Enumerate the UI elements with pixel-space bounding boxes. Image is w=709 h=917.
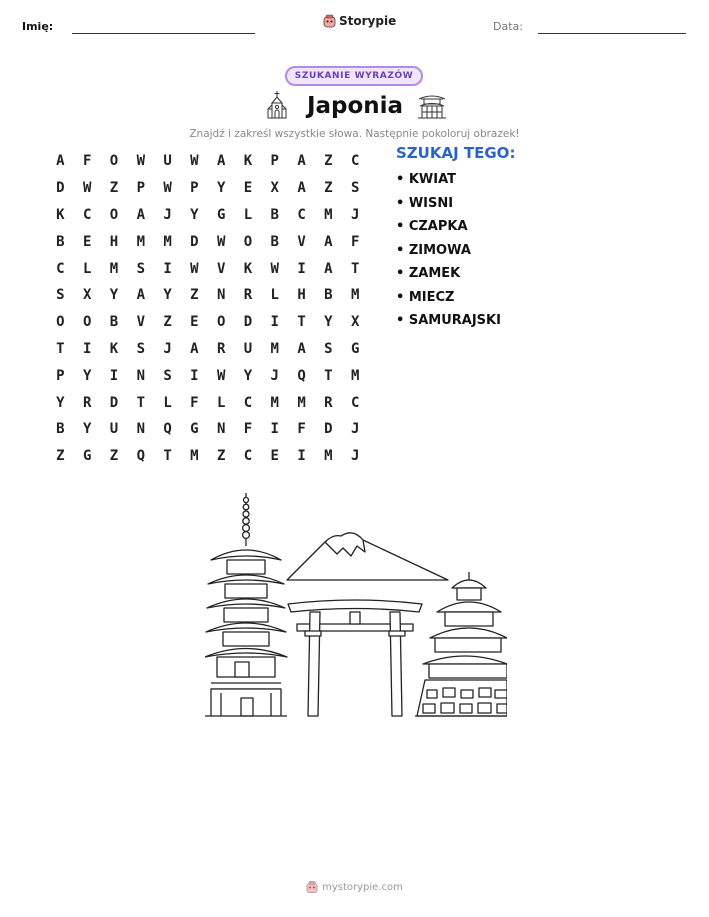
- grid-letter[interactable]: K: [56, 206, 65, 223]
- grid-letter[interactable]: C: [243, 394, 253, 411]
- grid-letter[interactable]: Z: [216, 448, 226, 465]
- grid-letter[interactable]: W: [190, 260, 199, 277]
- grid-letter[interactable]: E: [190, 314, 199, 331]
- grid-letter[interactable]: E: [82, 233, 92, 250]
- japan-landmarks-illustration: [205, 490, 507, 720]
- word-item: • WISNI: [396, 195, 454, 211]
- footer-url: mystorypie.com: [322, 881, 403, 893]
- grid-letter[interactable]: Z: [109, 180, 119, 197]
- grid-row: [47, 362, 369, 389]
- grid-letter[interactable]: B: [56, 233, 65, 250]
- grid-letter[interactable]: A: [136, 206, 145, 223]
- grid-letter[interactable]: U: [109, 421, 119, 438]
- grid-letter[interactable]: W: [82, 180, 92, 197]
- grid-letter[interactable]: C: [56, 260, 65, 277]
- grid-row: [47, 336, 369, 363]
- grid-letter[interactable]: A: [56, 153, 65, 170]
- grid-letter[interactable]: S: [136, 340, 145, 357]
- grid-letter[interactable]: N: [136, 421, 145, 438]
- grid-letter[interactable]: C: [297, 206, 306, 223]
- footer: [0, 880, 709, 894]
- grid-letter[interactable]: I: [109, 367, 119, 384]
- word-item: • SAMURAJSKI: [396, 313, 501, 328]
- word-item: • MIECZ: [396, 289, 455, 305]
- grid-letter[interactable]: S: [56, 287, 65, 304]
- brand-name: Storypie: [339, 14, 397, 28]
- grid-letter[interactable]: J: [350, 206, 360, 223]
- grid-letter[interactable]: M: [350, 287, 360, 304]
- grid-row: [47, 202, 369, 229]
- grid-letter[interactable]: I: [190, 367, 199, 384]
- grid-letter[interactable]: I: [270, 421, 279, 438]
- grid-letter[interactable]: O: [216, 314, 226, 331]
- grid-letter[interactable]: M: [163, 233, 172, 250]
- grid-letter[interactable]: N: [136, 367, 145, 384]
- grid-letter[interactable]: S: [163, 367, 172, 384]
- grid-letter[interactable]: S: [324, 340, 333, 357]
- grid-letter[interactable]: P: [56, 367, 65, 384]
- instructions: Znajdź i zakreśl wszystkie słowa. Następnie pokoloruj obrazek!: [189, 128, 520, 140]
- grid-letter[interactable]: O: [82, 314, 92, 331]
- grid-letter[interactable]: T: [163, 448, 172, 465]
- grid-letter[interactable]: A: [324, 233, 333, 250]
- grid-letter[interactable]: M: [109, 260, 119, 277]
- grid-letter[interactable]: P: [190, 180, 199, 197]
- grid-letter[interactable]: C: [82, 206, 92, 223]
- grid-letter[interactable]: D: [243, 314, 253, 331]
- grid-letter[interactable]: F: [243, 421, 253, 438]
- grid-letter[interactable]: J: [350, 421, 360, 438]
- grid-letter[interactable]: W: [216, 233, 226, 250]
- grid-letter[interactable]: U: [243, 340, 253, 357]
- grid-letter[interactable]: R: [216, 340, 226, 357]
- grid-letter[interactable]: M: [136, 233, 145, 250]
- storypie-mascot-icon: [306, 880, 318, 894]
- grid-row: [47, 389, 369, 416]
- grid-letter[interactable]: K: [243, 260, 253, 277]
- grid-letter[interactable]: H: [297, 287, 306, 304]
- grid-letter[interactable]: W: [136, 153, 145, 170]
- grid-row: [47, 148, 369, 175]
- grid-letter[interactable]: Y: [243, 367, 253, 384]
- grid-letter[interactable]: T: [297, 314, 306, 331]
- grid-letter[interactable]: J: [350, 448, 360, 465]
- word-item: • KWIAT: [396, 172, 457, 187]
- grid-letter[interactable]: Y: [324, 314, 333, 331]
- grid-letter[interactable]: Y: [109, 287, 119, 304]
- torii-gate-drawing: [288, 600, 422, 716]
- grid-letter[interactable]: F: [297, 421, 306, 438]
- storypie-mascot-icon: [323, 14, 336, 28]
- grid-letter[interactable]: T: [136, 394, 145, 411]
- grid-letter[interactable]: A: [297, 340, 306, 357]
- grid-letter[interactable]: X: [270, 180, 279, 197]
- grid-letter[interactable]: Z: [56, 448, 65, 465]
- grid-letter[interactable]: V: [216, 260, 226, 277]
- grid-row: [47, 309, 369, 336]
- grid-letter[interactable]: B: [324, 287, 333, 304]
- grid-letter[interactable]: S: [350, 180, 360, 197]
- grid-letter[interactable]: Q: [297, 367, 306, 384]
- grid-letter[interactable]: P: [270, 153, 279, 170]
- grid-letter[interactable]: R: [82, 394, 92, 411]
- grid-letter[interactable]: B: [270, 233, 279, 250]
- mount-fuji-drawing: [287, 533, 448, 580]
- grid-letter[interactable]: Q: [136, 448, 145, 465]
- grid-letter[interactable]: M: [270, 394, 279, 411]
- grid-letter[interactable]: X: [350, 314, 360, 331]
- grid-letter[interactable]: I: [297, 260, 306, 277]
- grid-letter[interactable]: J: [270, 367, 279, 384]
- grid-letter[interactable]: Z: [109, 448, 119, 465]
- church-icon: [266, 90, 288, 120]
- date-line[interactable]: [538, 33, 686, 34]
- grid-row: [47, 282, 369, 309]
- castle-drawing: [415, 572, 507, 716]
- grid-letter[interactable]: J: [163, 206, 172, 223]
- date-label: Data:: [493, 20, 523, 33]
- grid-letter[interactable]: Z: [324, 153, 333, 170]
- grid-letter[interactable]: Y: [216, 180, 226, 197]
- grid-letter[interactable]: M: [324, 206, 333, 223]
- grid-letter[interactable]: D: [324, 421, 333, 438]
- grid-letter[interactable]: F: [350, 233, 360, 250]
- grid-letter[interactable]: A: [297, 153, 306, 170]
- pagoda-drawing: [205, 493, 287, 716]
- grid-letter[interactable]: B: [270, 206, 279, 223]
- grid-letter[interactable]: G: [350, 340, 360, 357]
- grid-letter[interactable]: N: [216, 287, 226, 304]
- grid-row: [47, 443, 369, 470]
- grid-letter[interactable]: Z: [324, 180, 333, 197]
- grid-letter[interactable]: B: [56, 421, 65, 438]
- grid-letter[interactable]: I: [82, 340, 92, 357]
- grid-letter[interactable]: J: [163, 340, 172, 357]
- grid-letter[interactable]: T: [56, 340, 65, 357]
- storypie-logo: [323, 14, 396, 28]
- grid-letter[interactable]: T: [350, 260, 360, 277]
- grid-letter[interactable]: L: [82, 260, 92, 277]
- grid-letter[interactable]: M: [190, 448, 199, 465]
- word-search-grid: [47, 148, 369, 470]
- grid-letter[interactable]: A: [216, 153, 226, 170]
- grid-letter[interactable]: K: [243, 153, 253, 170]
- grid-letter[interactable]: Z: [163, 314, 172, 331]
- grid-letter[interactable]: A: [190, 340, 199, 357]
- grid-letter[interactable]: W: [270, 260, 279, 277]
- grid-letter[interactable]: W: [216, 367, 226, 384]
- grid-letter[interactable]: V: [136, 314, 145, 331]
- grid-letter[interactable]: C: [350, 394, 360, 411]
- grid-letter[interactable]: Y: [82, 421, 92, 438]
- grid-letter[interactable]: F: [190, 394, 199, 411]
- grid-letter[interactable]: C: [243, 448, 253, 465]
- grid-row: [47, 228, 369, 255]
- grid-letter[interactable]: C: [350, 153, 360, 170]
- grid-letter[interactable]: I: [163, 260, 172, 277]
- japanese-house-icon: [417, 92, 447, 120]
- word-item: • ZIMOWA: [396, 242, 471, 258]
- grid-letter[interactable]: D: [56, 180, 65, 197]
- grid-letter[interactable]: Y: [56, 394, 65, 411]
- grid-letter[interactable]: Z: [190, 287, 199, 304]
- grid-letter[interactable]: W: [163, 180, 172, 197]
- grid-letter[interactable]: M: [324, 448, 333, 465]
- grid-letter[interactable]: I: [270, 314, 279, 331]
- grid-letter[interactable]: X: [82, 287, 92, 304]
- grid-letter[interactable]: E: [243, 180, 253, 197]
- grid-letter[interactable]: S: [136, 260, 145, 277]
- grid-letter[interactable]: D: [109, 394, 119, 411]
- grid-letter[interactable]: R: [243, 287, 253, 304]
- grid-letter[interactable]: G: [82, 448, 92, 465]
- name-label: Imię:: [22, 20, 54, 33]
- grid-letter[interactable]: T: [324, 367, 333, 384]
- grid-letter[interactable]: D: [190, 233, 199, 250]
- grid-letter[interactable]: O: [243, 233, 253, 250]
- grid-letter[interactable]: G: [190, 421, 199, 438]
- grid-row: [47, 416, 369, 443]
- grid-letter[interactable]: Y: [82, 367, 92, 384]
- grid-letter[interactable]: B: [109, 314, 119, 331]
- grid-letter[interactable]: Y: [190, 206, 199, 223]
- page-title: Japonia: [306, 93, 404, 119]
- grid-letter[interactable]: L: [270, 287, 279, 304]
- grid-letter[interactable]: E: [270, 448, 279, 465]
- word-list-title: SZUKAJ TEGO:: [396, 144, 516, 162]
- grid-letter[interactable]: Q: [163, 421, 172, 438]
- grid-letter[interactable]: R: [324, 394, 333, 411]
- grid-letter[interactable]: H: [109, 233, 119, 250]
- grid-letter[interactable]: A: [324, 260, 333, 277]
- grid-letter[interactable]: Y: [163, 287, 172, 304]
- grid-letter[interactable]: L: [163, 394, 172, 411]
- grid-letter[interactable]: P: [136, 180, 145, 197]
- grid-letter[interactable]: M: [297, 394, 306, 411]
- puzzle-type-badge: SZUKANIE WYRAZÓW: [285, 66, 423, 86]
- grid-letter[interactable]: K: [109, 340, 119, 357]
- grid-letter[interactable]: M: [350, 367, 360, 384]
- grid-letter[interactable]: G: [216, 206, 226, 223]
- grid-letter[interactable]: A: [297, 180, 306, 197]
- grid-row: [47, 175, 369, 202]
- grid-letter[interactable]: L: [216, 394, 226, 411]
- grid-letter[interactable]: O: [109, 206, 119, 223]
- word-item: • ZAMEK: [396, 266, 461, 281]
- grid-letter[interactable]: U: [163, 153, 172, 170]
- grid-row: [47, 255, 369, 282]
- word-item: • CZAPKA: [396, 219, 468, 234]
- grid-letter[interactable]: O: [109, 153, 119, 170]
- grid-letter[interactable]: O: [56, 314, 65, 331]
- grid-letter[interactable]: M: [270, 340, 279, 357]
- grid-letter[interactable]: A: [136, 287, 145, 304]
- grid-letter[interactable]: N: [216, 421, 226, 438]
- grid-letter[interactable]: V: [297, 233, 306, 250]
- grid-letter[interactable]: L: [243, 206, 253, 223]
- grid-letter[interactable]: I: [297, 448, 306, 465]
- grid-letter[interactable]: F: [82, 153, 92, 170]
- name-line[interactable]: [72, 33, 255, 34]
- grid-letter[interactable]: W: [190, 153, 199, 170]
